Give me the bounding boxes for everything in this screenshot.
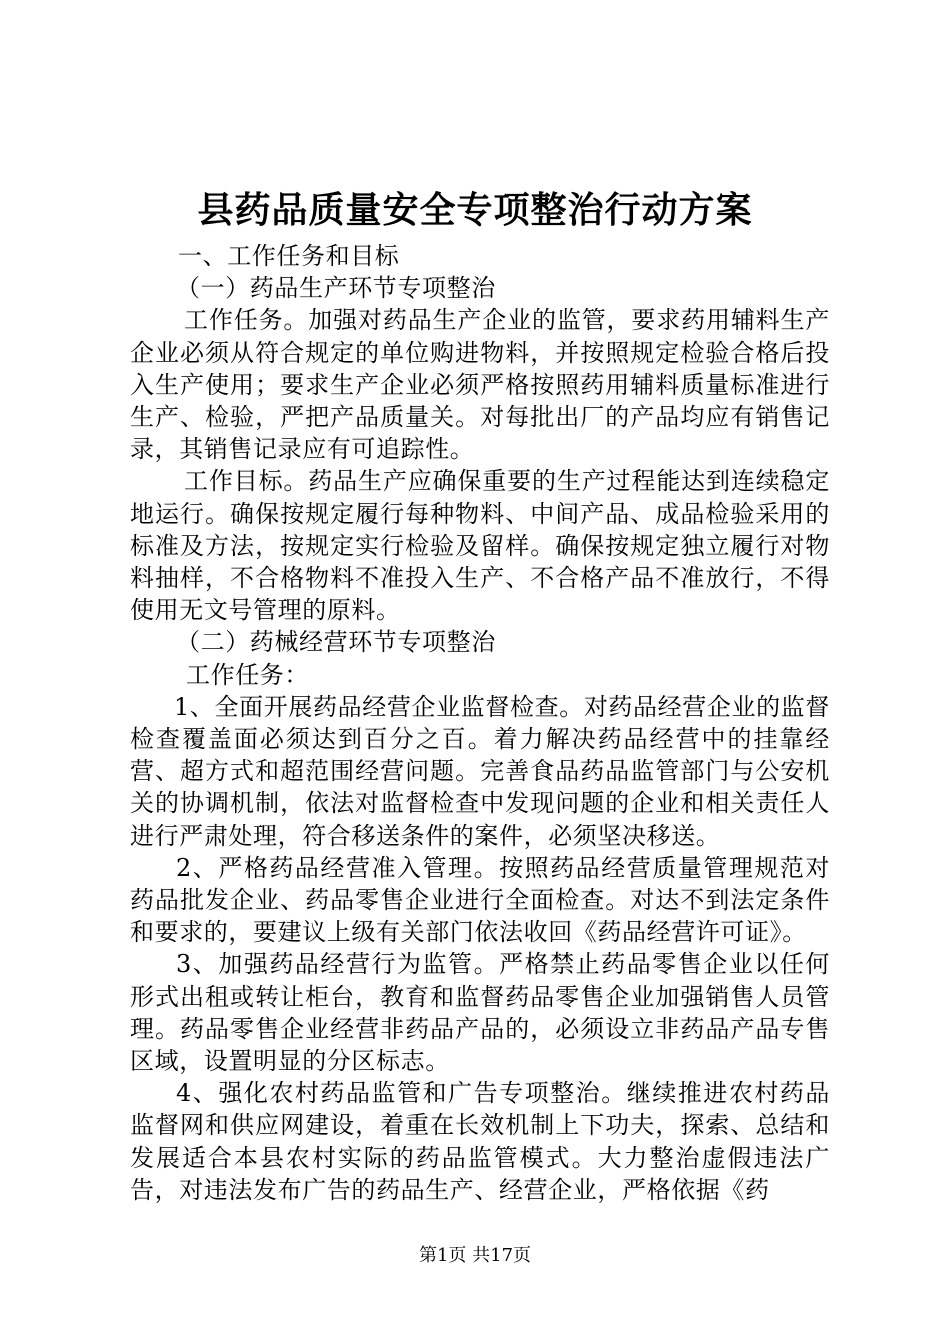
paragraph-item-2: 2、严格药品经营准入管理。按照药品经营质量管理规范对药品批发企业、药品零售企业进行全面检查。对达不到法定条件和要求的，要建议上级有关部门依法收回《药品经营许可证》。 xyxy=(130,853,830,947)
document-title: 县药品质量安全专项整治行动方案 xyxy=(197,189,753,231)
paragraph-item-3: 3、加强药品经营行为监管。严格禁止药品零售企业以任何形式出租或转让柜台，教育和监督药品零售企业加强销售人员管理。药品零售企业经营非药品产品的，必须设立非药品产品专售区域，设置明显的分区标志。 xyxy=(130,950,830,1076)
paragraph-work-tasks-label: 工作任务： xyxy=(186,660,309,689)
document-body xyxy=(130,240,830,1206)
page-footer: 第1页 共17页 xyxy=(418,1245,532,1266)
subsection-heading-1: （一）药品生产环节专项整治 xyxy=(176,274,496,303)
paragraph-item-1: 1、全面开展药品经营企业监督检查。对药品经营企业的监督检查覆盖面必须达到百分之百。着力解决药品经营中的挂靠经营、超方式和超范围经营问题。完善食品药品监管部门与公安机关的协调机制，依法对监督检查中发现问题的企业和相关责任人进行严肃处理，符合移送条件的案件，必须坚决移送。 xyxy=(130,692,830,850)
section-heading-1: 一、工作任务和目标 xyxy=(178,242,400,270)
paragraph-item-4: 4、强化农村药品监管和广告专项整治。继续推进农村药品监督网和供应网建设，着重在长效机制上下功夫，探索、总结和发展适合本县农村实际的药品监管模式。大力整治虚假违法广告，对违法发布广告的药品生产、经营企业，严格依据《药 xyxy=(130,1079,830,1204)
subsection-heading-2: （二）药械经营环节专项整治 xyxy=(176,628,496,657)
paragraph-production-tasks: 工作任务。加强对药品生产企业的监管，要求药用辅料生产企业必须从符合规定的单位购进物料，并按照规定检验合格后投入生产使用；要求生产企业必须严格按照药用辅料质量标准进行生产、检验，严把产品质量关。对每批出厂的产品均应有销售记录，其销售记录应有可追踪性。 xyxy=(130,306,830,464)
paragraph-production-goals: 工作目标。药品生产应确保重要的生产过程能达到连续稳定地运行。确保按规定履行每种物料、中间产品、成品检验采用的标准及方法，按规定实行检验及留样。确保按规定独立履行对物料抽样，不合格物料不准投入生产、不合格产品不准放行，不得使用无文号管理的原料。 xyxy=(130,467,830,625)
